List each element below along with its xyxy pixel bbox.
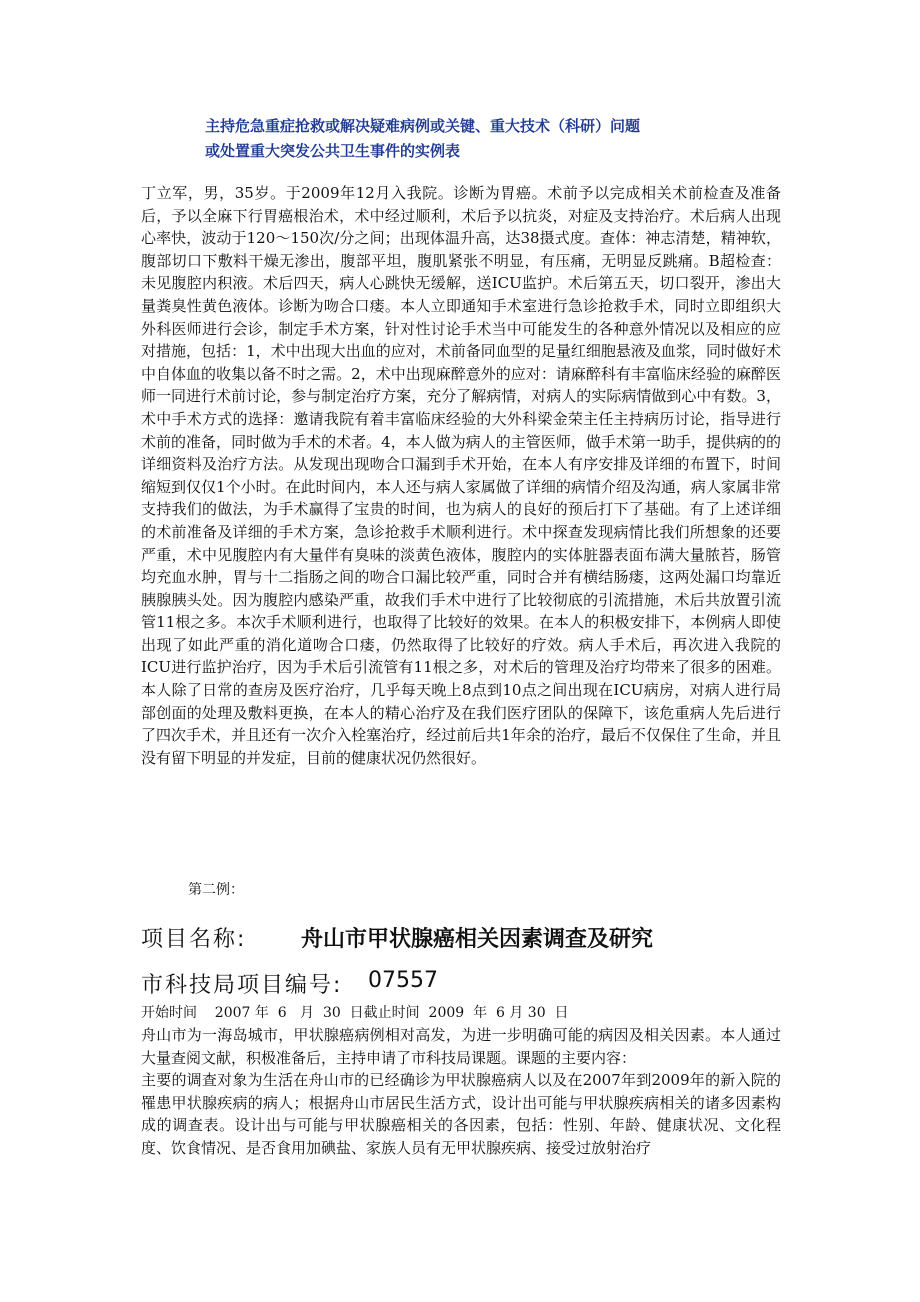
project-name-label: 项目名称:: [141, 927, 247, 952]
project-name-row: [141, 922, 781, 953]
heading-line-1: 主持危急重症抢救或解决疑难病例或关键、重大技术（科研）问题: [205, 117, 641, 135]
example2-body: [141, 1024, 781, 1160]
case1-paragraph: 丁立军，男，35岁。于2009年12月入我院。诊断为胃癌。术前予以完成相关术前检查及准备后，予以全麻下行胃癌根治术，术中经过顺利，术后予以抗炎，对症及支持治疗。术后病人出现心率快，波动于120～150次/分之间；出现体温升高，达38摄式度。查体：神志清楚，精神软，腹部切口下敷料干燥无渗出，腹部平坦，腹肌紧张不明显，有压痛，无明显反跳痛。B超检查：未见腹腔内积液。术后四天，病人心跳快无缓解，送ICU监护。术后第五天，切口裂开，渗出大量粪臭性黄色液体。诊断为吻合口瘘。本人立即通知手术室进行急诊抢救手术，同时立即组织大外科医师进行会诊，制定手术方案，针对性讨论手术当中可能发生的各种意外情况以及相应的应对措施，包括：1，术中出现大出血的应对，术前备同血型的足量红细胞悬液及血浆，同时做好术中自体血的收集以备不时之需。2，术中出现麻醉意外的应对：请麻醉科有丰富临床经验的麻醉医师一同进行术前讨论，参与制定治疗方案，充分了解病情，对病人的实际病情做到心中有数。3，术中手术方式的选择：邀请我院有着丰富临床经验的大外科梁金荣主任主持病历讨论，指导进行术前的准备，同时做为手术的术者。4，本人做为病人的主管医师，做手术第一助手，提供病的的详细资料及治疗方法。从发现出现吻合口漏到手术开始，在本人有序安排及详细的布置下，时间缩短到仅仅1个小时。在此时间内，本人还与病人家属做了详细的病情介绍及沟通，病人家属非常支持我们的做法，为手术赢得了宝贵的时间，也为病人的良好的预后打下了基础。有了上述详细的术前准备及详细的手术方案，急诊抢救手术顺利进行。术中探查发现病情比我们所想象的还要严重，术中见腹腔内有大量伴有臭味的淡黄色液体，腹腔内的实体脏器表面布满大量脓苔，肠管均充血水肿，胃与十二指肠之间的吻合口漏比较严重，同时合并有横结肠瘘，这两处漏口均靠近胰腺胰头处。因为腹腔内感染严重，故我们手术中进行了比较彻底的引流措施，术后共放置引流管11根之多。本次手术顺利进行，也取得了比较好的效果。在本人的积极安排下，本例病人即使出现了如此严重的消化道吻合口瘘，仍然取得了比较好的疗效。病人手术后，再次进入我院的ICU进行监护治疗，因为手术后引流管有11根之多，对术后的管理及治疗均带来了很多的困难。本人除了日常的查房及医疗治疗，几乎每天晚上8点到10点之间出现在ICU病房，对病人进行局部创面的处理及敷料更换，在本人的精心治疗及在我们医疗团队的保障下，该危重病人先后进行了四次手术，并且还有一次介入栓塞治疗，经过前后共1年余的治疗，最后不仅保住了生命，并且没有留下明显的并发症，目前的健康状况仍然很好。: [141, 184, 781, 767]
project-number-value: 07557: [368, 968, 438, 993]
example2-content: 主要的调查对象为生活在舟山市的已经确诊为甲状腺癌病人以及在2007年到2009年的新入院的罹患甲状腺疾病的病人；根据舟山市居民生活方式，设计出可能与甲状腺疾病相关的诸多因素构成的调查表。设计出与可能与甲状腺癌相关的各因素，包括：性别、年龄、健康状况、文化程度、饮食情况、是否食用加碘盐、家族人员有无甲状腺疾病、接受过放射治疗: [141, 1071, 781, 1157]
heading-line-2: 或处置重大突发公共卫生事件的实例表: [205, 142, 461, 160]
project-number-row: [141, 968, 781, 999]
project-name-value: 舟山市甲状腺癌相关因素调查及研究: [301, 927, 654, 952]
example2-intro: 舟山市为一海岛城市，甲状腺癌病例相对高发，为进一步明确可能的病因及相关因素。本人通过大量查阅文献，积极准备后，主持申请了市科技局课题。课题的主要内容：: [141, 1026, 781, 1067]
project-number-label: 市科技局项目编号:: [141, 973, 343, 998]
project-dates: 开始时间 2007 年 6 月 30 日截止时间 2009 年 6 月 30 日: [141, 1005, 569, 1021]
document-heading: [205, 114, 845, 164]
example2-label: 第二例：: [188, 882, 244, 898]
